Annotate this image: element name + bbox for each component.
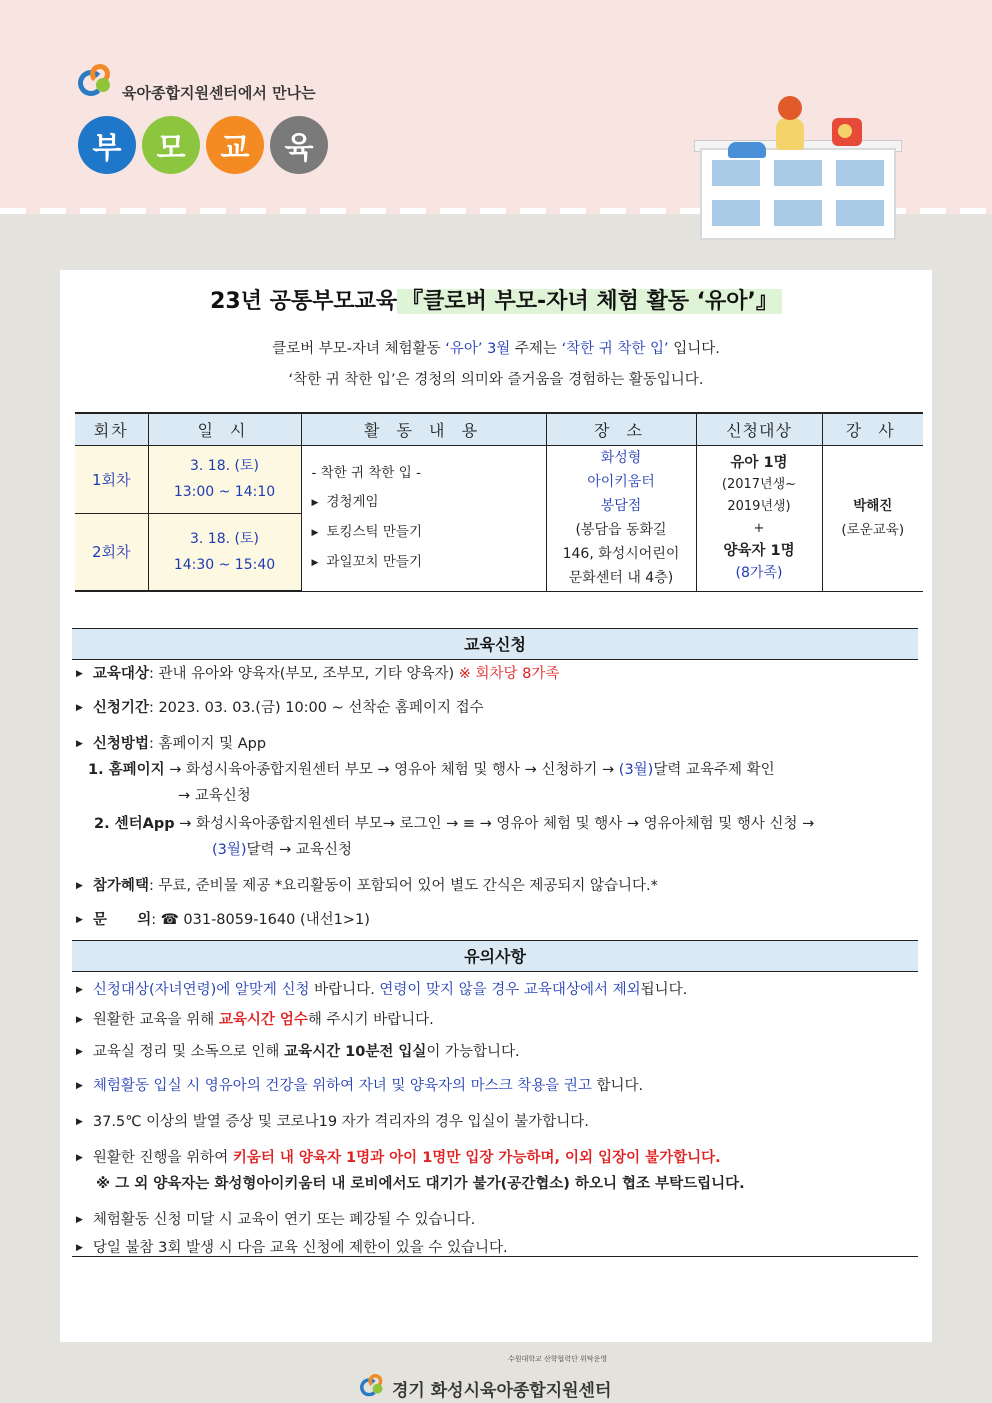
note-text: 됩니다. — [640, 982, 688, 998]
note-text: 원활한 진행을 위하여 — [92, 1150, 233, 1166]
title-highlight: 『클로버 부모-자녀 체험 활동 ‘유아’』 — [397, 289, 782, 314]
field-note: ※ 회차당 8가족 — [458, 666, 560, 682]
intro-text-part: 주제는 — [510, 341, 562, 357]
activity-cell — [301, 445, 546, 591]
field-label: 교육대상 — [92, 666, 149, 682]
method-steps: → 화성시육아종합지원센터 부모→ 로그인 → ≡ → 영유아 체험 및 행사 → 영유아체험 및 행사 신청 → — [174, 816, 815, 832]
target-birth: 2019년생) — [727, 499, 791, 514]
teacher-name: 박해진 — [853, 498, 893, 514]
method-month: (3월) — [618, 762, 654, 778]
field-label: 신청기간 — [92, 700, 149, 716]
note-item: ▶ 교육실 정리 및 소독으로 인해 교육시간 10분전 입실이 가능합니다. — [76, 1044, 520, 1060]
intro-text-part: 클로버 부모-자녀 체험활동 — [272, 341, 446, 357]
method-label: 2. 센터App — [94, 816, 175, 832]
intro-highlight: ‘유아’ 3월 — [445, 341, 511, 357]
intro-text-part: 입니다. — [668, 341, 720, 357]
note-text: 교육실 정리 및 소독으로 인해 — [92, 1044, 285, 1060]
date-text: 3. 18. (토) — [190, 458, 259, 474]
application-benefit: ▶ 참가혜택: 무료, 준비물 제공 *요리활동이 포함되어 있어 별도 간식은 제공되지 않습니다.* — [76, 878, 658, 894]
target-plus: + — [753, 521, 765, 536]
intro-line-2: ‘착한 귀 착한 입’은 경청의 의미와 즐거움을 경험하는 활동입니다. — [288, 372, 704, 388]
method-homepage — [88, 758, 775, 779]
field-value: : 2023. 03. 03.(금) 10:00 ~ 선착순 홈페이지 접수 — [148, 700, 484, 716]
shelf-bin — [834, 158, 886, 188]
application-target: ▶ 교육대상: 관내 유아와 양육자(부모, 조부모, 기타 양육자) ※ 회차당 8가족 — [76, 666, 560, 682]
note-text: 체험활동 입실 시 영유아의 건강을 위하여 자녀 및 양육자의 마스크 착용을 권고 — [92, 1078, 592, 1094]
column-header: 장 소 — [546, 413, 696, 445]
target-parent: 양육자 1명 — [723, 543, 795, 559]
note-item: ▶ 당일 불참 3회 발생 시 다음 교육 신청에 제한이 있을 수 있습니다. — [76, 1240, 508, 1256]
list-item: ▶ 과일꼬치 만들기 — [311, 553, 422, 570]
method-steps: → 화성시육아종합지원센터 부모 → 영유아 체험 및 행사 → 신청하기 → — [164, 762, 619, 778]
activity-item: 과일꼬치 만들기 — [326, 553, 422, 570]
note-item: ▶ 체험활동 신청 미달 시 교육이 연기 또는 폐강될 수 있습니다. — [76, 1212, 476, 1228]
intro-highlight: ‘착한 귀 착한 입’ — [561, 341, 669, 357]
note-item: ▶ 원활한 진행을 위하여 키움터 내 양육자 1명과 아이 1명만 입장 가능하며, 이외 입장이 불가합니다. — [76, 1150, 721, 1166]
activity-item: 토킹스틱 만들기 — [326, 523, 422, 540]
note-text: 신청대상(자녀연령)에 알맞게 신청 — [92, 982, 310, 998]
teacher-cell — [822, 445, 923, 591]
method-steps: 달력 → 교육신청 — [246, 842, 352, 858]
toy-phone-icon — [832, 118, 862, 146]
list-item: ▶ 경청게임 — [311, 493, 379, 510]
badge-circle: 부 — [78, 116, 136, 174]
doll-icon — [770, 96, 810, 152]
note-text: 합니다. — [591, 1078, 644, 1094]
note-item: ▶ 신청대상(자녀연령)에 알맞게 신청 바랍니다. 연령이 맞지 않을 경우 교육대상에서 제외됩니다. — [76, 982, 688, 998]
target-birth: (2017년생~ — [721, 477, 797, 492]
target-families: (8가족) — [735, 565, 783, 581]
note-text: 체험활동 신청 미달 시 교육이 연기 또는 폐강될 수 있습니다. — [92, 1212, 476, 1228]
place-name: 봉담점 — [600, 498, 642, 514]
schedule-table — [75, 412, 923, 592]
place-cell — [546, 445, 696, 591]
badge-circle: 모 — [142, 116, 200, 174]
place-name: 아이키움터 — [587, 474, 655, 490]
column-header: 활 동 내 용 — [301, 413, 546, 445]
badge-circle: 육 — [270, 116, 328, 174]
method-app — [94, 812, 814, 833]
column-header: 회차 — [75, 413, 148, 445]
toy-car-icon — [728, 142, 766, 158]
activity-item: 경청게임 — [326, 493, 379, 510]
note-text: 바랍니다. — [309, 982, 380, 998]
place-name: 화성형 — [600, 450, 642, 466]
place-address: (봉담읍 동화길 — [575, 522, 667, 538]
method-homepage-cont: → 교육신청 — [178, 788, 251, 804]
logo-tagline: 육아종합지원센터에서 만나는 — [122, 83, 316, 102]
shelf-bin — [710, 158, 762, 188]
note-text: 연령이 맞지 않을 경우 교육대상에서 제외 — [379, 982, 641, 998]
parent-education-badges — [78, 116, 328, 174]
shelf-bin — [834, 198, 886, 228]
note-text: 이 가능합니다. — [426, 1044, 520, 1060]
application-period: ▶ 신청기간: 2023. 03. 03.(금) 10:00 ~ 선착순 홈페이지 접수 — [76, 700, 484, 716]
datetime-cell — [148, 513, 301, 591]
note-text: 해 주시기 바랍니다. — [307, 1012, 434, 1028]
method-app-cont — [212, 838, 352, 859]
note-text: 37.5℃ 이상의 발열 증상 및 코로나19 자가 격리자의 경우 입실이 불가합니다. — [92, 1114, 589, 1130]
method-steps: 달력 교육주제 확인 — [653, 762, 775, 778]
note-emphasis: 키움터 내 양육자 1명과 아이 1명만 입장 가능하며, 이외 입장이 불가합니다. — [232, 1150, 721, 1166]
application-contact: ▶ 문 의: ☎ 031-8059-1640 (내선1>1) — [76, 912, 370, 928]
place-address: 146, 화성시어린이 — [562, 546, 680, 562]
shelf-bin — [772, 158, 824, 188]
field-value: : ☎ 031-8059-1640 (내선1>1) — [151, 912, 370, 928]
section-heading-notes: 유의사항 — [72, 940, 918, 972]
center-logo — [78, 64, 316, 104]
table-row — [75, 445, 923, 513]
time-text: 13:00 ~ 14:10 — [173, 484, 276, 500]
clover-logo-icon — [78, 64, 118, 104]
footer-logo — [360, 1368, 611, 1403]
title-prefix: 23년 공통부모교육 — [210, 289, 398, 314]
field-label: 문 의 — [92, 912, 152, 928]
place-address: 문화센터 내 4층) — [568, 570, 674, 586]
note-item: ▶ 원활한 교육을 위해 교육시간 엄수해 주시기 바랍니다. — [76, 1012, 434, 1028]
toy-shelf-illustration — [700, 148, 896, 240]
note-item: ▶ 37.5℃ 이상의 발열 증상 및 코로나19 자가 격리자의 경우 입실이 불가합니다. — [76, 1114, 589, 1130]
badge-circle: 교 — [206, 116, 264, 174]
method-label: 1. 홈페이지 — [88, 762, 165, 778]
intro-text — [60, 334, 932, 396]
list-item: ▶ 토킹스틱 만들기 — [311, 523, 422, 540]
section-bottom-rule — [72, 1256, 918, 1257]
field-value: : 무료, 준비물 제공 *요리활동이 포함되어 있어 별도 간식은 제공되지 않습니다.* — [148, 878, 658, 894]
section-heading-application: 교육신청 — [72, 628, 918, 660]
page-title — [60, 284, 932, 315]
application-method: ▶ 신청방법: 홈페이지 및 App — [76, 736, 267, 752]
field-value: : 홈페이지 및 App — [148, 736, 267, 752]
column-header: 일 시 — [148, 413, 301, 445]
date-text: 3. 18. (토) — [190, 530, 259, 547]
shelf-bin — [710, 198, 762, 228]
shelf-bin — [772, 198, 824, 228]
target-cell — [696, 445, 822, 591]
field-value: : 관내 유아와 양육자(부모, 조부모, 기타 양육자) — [148, 666, 459, 682]
table-header-row — [75, 413, 923, 445]
footer-operator: 수원대학교 산학협력단 위탁운영 — [508, 1355, 608, 1363]
activity-title: - 착한 귀 착한 입 - — [311, 464, 421, 481]
session-cell: 1회차 — [75, 445, 148, 513]
note-emphasis: 교육시간 10분전 입실 — [284, 1044, 427, 1060]
field-label: 신청방법 — [92, 736, 149, 752]
column-header: 강 사 — [822, 413, 923, 445]
note-item: ▶ 체험활동 입실 시 영유아의 건강을 위하여 자녀 및 양육자의 마스크 착용을 권고 합니다. — [76, 1078, 644, 1094]
intro-line-1 — [60, 334, 932, 365]
note-text: 당일 불참 3회 발생 시 다음 교육 신청에 제한이 있을 수 있습니다. — [92, 1240, 508, 1256]
session-cell: 2회차 — [75, 513, 148, 591]
datetime-cell — [148, 445, 301, 513]
method-month: (3월) — [212, 842, 247, 858]
column-header: 신청대상 — [696, 413, 822, 445]
clover-logo-icon — [360, 1374, 388, 1402]
field-label: 참가혜택 — [92, 878, 149, 894]
note-sub-text: ※ 그 외 양육자는 화성형아이키움터 내 로비에서도 대기가 불가(공간협소) 하오니 협조 부탁드립니다. — [96, 1176, 745, 1192]
note-text: 원활한 교육을 위해 — [92, 1012, 219, 1028]
content-card — [60, 270, 932, 1342]
time-text: 14:30 ~ 15:40 — [173, 556, 276, 573]
note-emphasis: 교육시간 엄수 — [218, 1012, 308, 1028]
footer-center-name: 경기 화성시육아종합지원센터 — [392, 1380, 612, 1401]
target-child: 유아 1명 — [730, 455, 788, 471]
teacher-org: (로운교육) — [841, 522, 905, 538]
